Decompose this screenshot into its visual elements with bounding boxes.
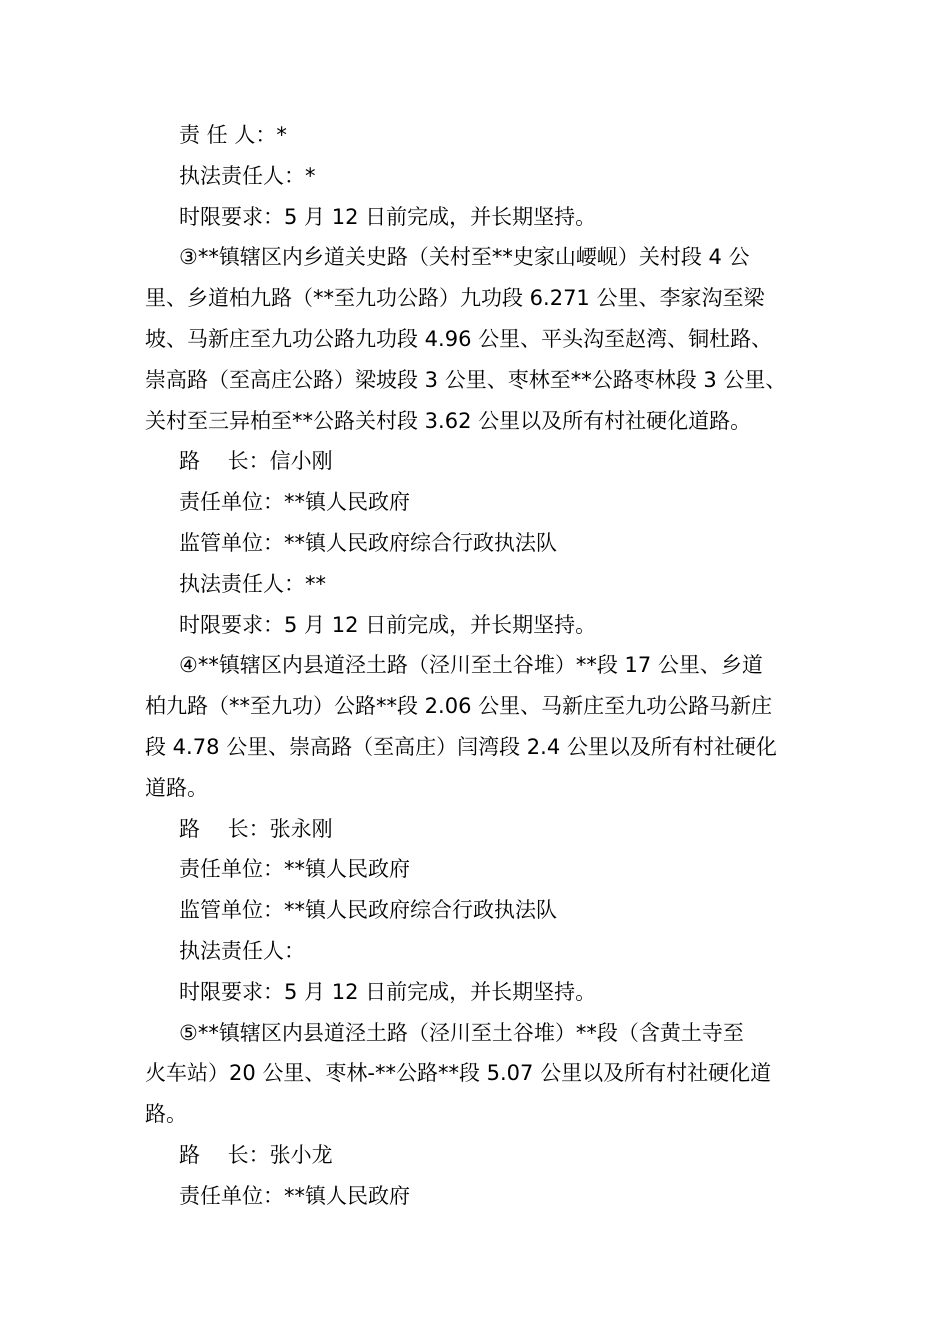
text-line: 责任单位：**镇人民政府 — [179, 490, 410, 515]
text-line: 路 长：张小龙 — [179, 1142, 333, 1167]
text-line: ④**镇辖区内县道泾土路（泾川至土谷堆）**段 17 公里、乡道 — [179, 653, 763, 678]
text-line: ③**镇辖区内乡道关史路（关村至**史家山崾岘）关村段 4 公 — [179, 245, 750, 270]
text-line: 执法责任人：** — [179, 571, 326, 596]
text-line: 路 长：张永刚 — [179, 816, 333, 841]
text-line: 道路。 — [145, 775, 208, 800]
text-line: ⑤**镇辖区内县道泾土路（泾川至土谷堆）**段（含黄土寺至 — [179, 1020, 744, 1045]
text-line: 关村至三异柏至**公路关村段 3.62 公里以及所有村社硬化道路。 — [145, 408, 752, 433]
text-line: 执法责任人：* — [179, 163, 316, 188]
text-line: 路 长：信小刚 — [179, 449, 333, 474]
document-body — [145, 115, 825, 1217]
text-line: 责任单位：**镇人民政府 — [179, 1183, 410, 1208]
text-line: 路。 — [145, 1102, 187, 1127]
text-line: 责 任 人：* — [179, 123, 287, 147]
text-line: 时限要求：5 月 12 日前完成，并长期坚持。 — [179, 612, 597, 637]
text-line: 火车站）20 公里、枣林-**公路**段 5.07 公里以及所有村社硬化道 — [145, 1061, 772, 1086]
text-line: 时限要求：5 月 12 日前完成，并长期坚持。 — [179, 204, 597, 229]
text-line: 坡、马新庄至九功公路九功段 4.96 公里、平头沟至赵湾、铜杜路、 — [145, 326, 773, 351]
text-line: 段 4.78 公里、崇高路（至高庄）闫湾段 2.4 公里以及所有村社硬化 — [145, 734, 777, 759]
text-line: 里、乡道柏九路（**至九功公路）九功段 6.271 公里、李家沟至梁 — [145, 286, 765, 311]
text-line: 时限要求：5 月 12 日前完成，并长期坚持。 — [179, 979, 597, 1004]
text-line: 监管单位：**镇人民政府综合行政执法队 — [179, 530, 557, 555]
text-line: 监管单位：**镇人民政府综合行政执法队 — [179, 898, 557, 923]
text-line: 崇高路（至高庄公路）梁坡段 3 公里、枣林至**公路枣林段 3 公里、 — [145, 367, 787, 392]
text-line: 柏九路（**至九功）公路**段 2.06 公里、马新庄至九功公路马新庄 — [145, 694, 773, 719]
text-line: 执法责任人： — [179, 938, 305, 963]
text-line: 责任单位：**镇人民政府 — [179, 857, 410, 882]
